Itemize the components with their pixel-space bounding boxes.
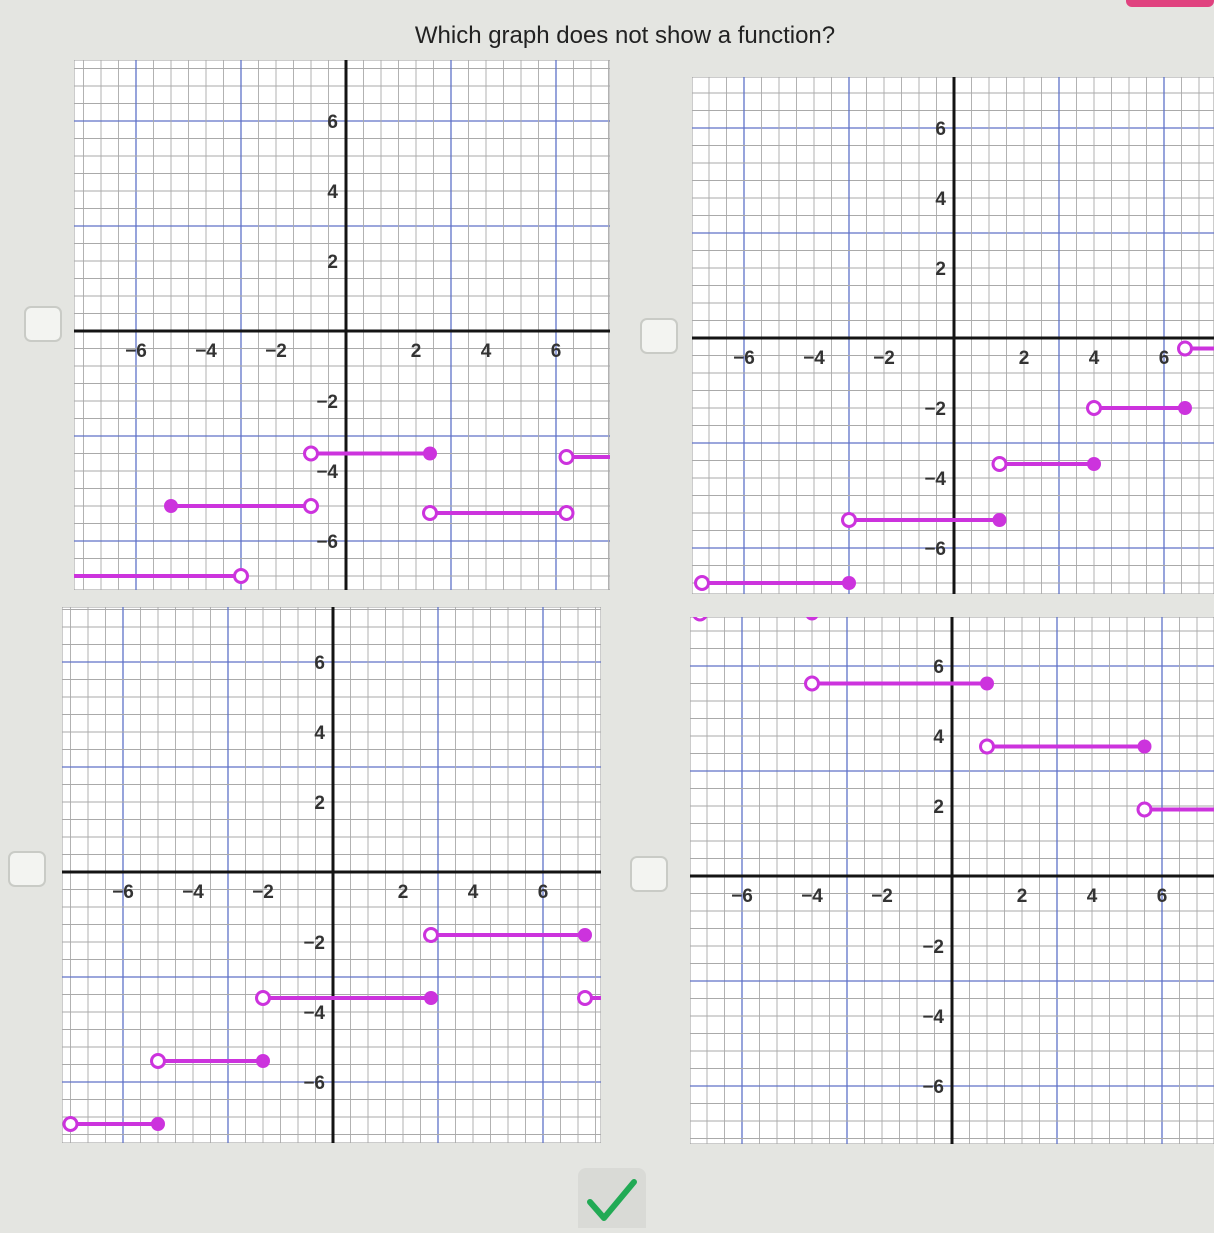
submit-answer-button[interactable] [578,1168,646,1228]
open-endpoint [806,677,819,690]
x-tick-label: 6 [550,341,562,362]
x-tick-label: −4 [195,341,217,362]
check-icon [578,1168,646,1228]
x-tick-label: −4 [182,882,204,903]
graph-plane [692,77,1214,594]
closed-endpoint [993,513,1007,527]
x-tick-label: −6 [112,882,134,903]
x-tick-label: −4 [803,348,825,369]
open-endpoint [696,577,709,590]
y-tick-label: −6 [922,1077,944,1098]
closed-endpoint [423,447,437,461]
y-tick-label: −4 [316,462,338,483]
open-endpoint [305,447,318,460]
y-tick-label: 2 [935,259,946,280]
closed-endpoint [980,677,994,691]
y-tick-label: −4 [924,469,946,490]
x-tick-label: −2 [871,886,893,907]
y-tick-label: 4 [314,723,325,744]
y-tick-label: 6 [935,119,946,140]
open-endpoint [579,992,592,1005]
x-tick-label: −6 [125,341,147,362]
closed-endpoint [842,576,856,590]
closed-endpoint [1138,740,1152,754]
y-tick-label: −2 [922,937,944,958]
open-endpoint [993,458,1006,471]
x-tick-label: −4 [801,886,823,907]
y-tick-label: 6 [933,657,944,678]
open-endpoint [235,570,248,583]
graph-background [74,60,610,590]
open-endpoint [560,507,573,520]
top-accent-bar [1126,0,1214,7]
check-mark [590,1182,634,1218]
x-tick-label: 6 [1158,348,1170,369]
y-tick-label: −2 [303,933,325,954]
open-endpoint [1179,342,1192,355]
open-endpoint [425,929,438,942]
y-tick-label: −6 [316,532,338,553]
closed-endpoint [1178,401,1192,415]
graph-plane [74,60,610,590]
x-tick-label: −2 [265,341,287,362]
x-tick-label: 2 [1016,886,1028,907]
x-tick-label: 4 [467,882,479,903]
x-tick-label: 4 [1086,886,1098,907]
graph-bottom-right[interactable] [690,617,1214,1144]
choice-checkbox-bottom-left[interactable] [8,851,46,887]
x-tick-label: −6 [731,886,753,907]
y-tick-label: 6 [314,653,325,674]
open-endpoint [257,992,270,1005]
closed-endpoint [1087,457,1101,471]
y-tick-label: 2 [933,797,944,818]
choice-checkbox-top-left[interactable] [24,306,62,342]
closed-endpoint [151,1117,165,1131]
y-tick-label: 6 [327,112,338,133]
open-endpoint [305,500,318,513]
graph-bottom-left[interactable] [62,607,601,1143]
closed-endpoint [164,499,178,513]
closed-endpoint [578,928,592,942]
y-tick-label: 4 [935,189,946,210]
open-endpoint [981,740,994,753]
question-text: Which graph does not show a function? [414,22,836,49]
y-tick-label: −4 [922,1007,944,1028]
y-tick-label: 4 [933,727,944,748]
graph-top-right[interactable] [692,77,1214,594]
x-tick-label: 2 [397,882,409,903]
x-tick-label: −2 [252,882,274,903]
x-tick-label: 4 [1088,348,1100,369]
open-endpoint [64,1118,77,1131]
x-tick-label: −2 [873,348,895,369]
open-endpoint [560,451,573,464]
open-endpoint [424,507,437,520]
open-endpoint [843,514,856,527]
choice-checkbox-top-right[interactable] [640,318,678,354]
y-tick-label: −4 [303,1003,325,1024]
y-tick-label: 2 [314,793,325,814]
y-tick-label: −6 [924,539,946,560]
open-endpoint [1138,803,1151,816]
y-tick-label: 2 [327,252,338,273]
graph-top-left[interactable] [74,60,610,590]
choice-checkbox-bottom-right[interactable] [630,856,668,892]
x-tick-label: 6 [1156,886,1168,907]
y-tick-label: 4 [327,182,338,203]
x-tick-label: 2 [410,341,422,362]
closed-endpoint [256,1054,270,1068]
y-tick-label: −2 [924,399,946,420]
graph-plane [690,617,1214,1144]
open-endpoint [1088,402,1101,415]
open-endpoint [152,1055,165,1068]
x-tick-label: −6 [733,348,755,369]
y-tick-label: −6 [303,1073,325,1094]
x-tick-label: 2 [1018,348,1030,369]
closed-endpoint [424,991,438,1005]
x-tick-label: 4 [480,341,492,362]
x-tick-label: 6 [537,882,549,903]
y-tick-label: −2 [316,392,338,413]
open-endpoint [694,617,707,620]
graph-plane [62,607,601,1143]
